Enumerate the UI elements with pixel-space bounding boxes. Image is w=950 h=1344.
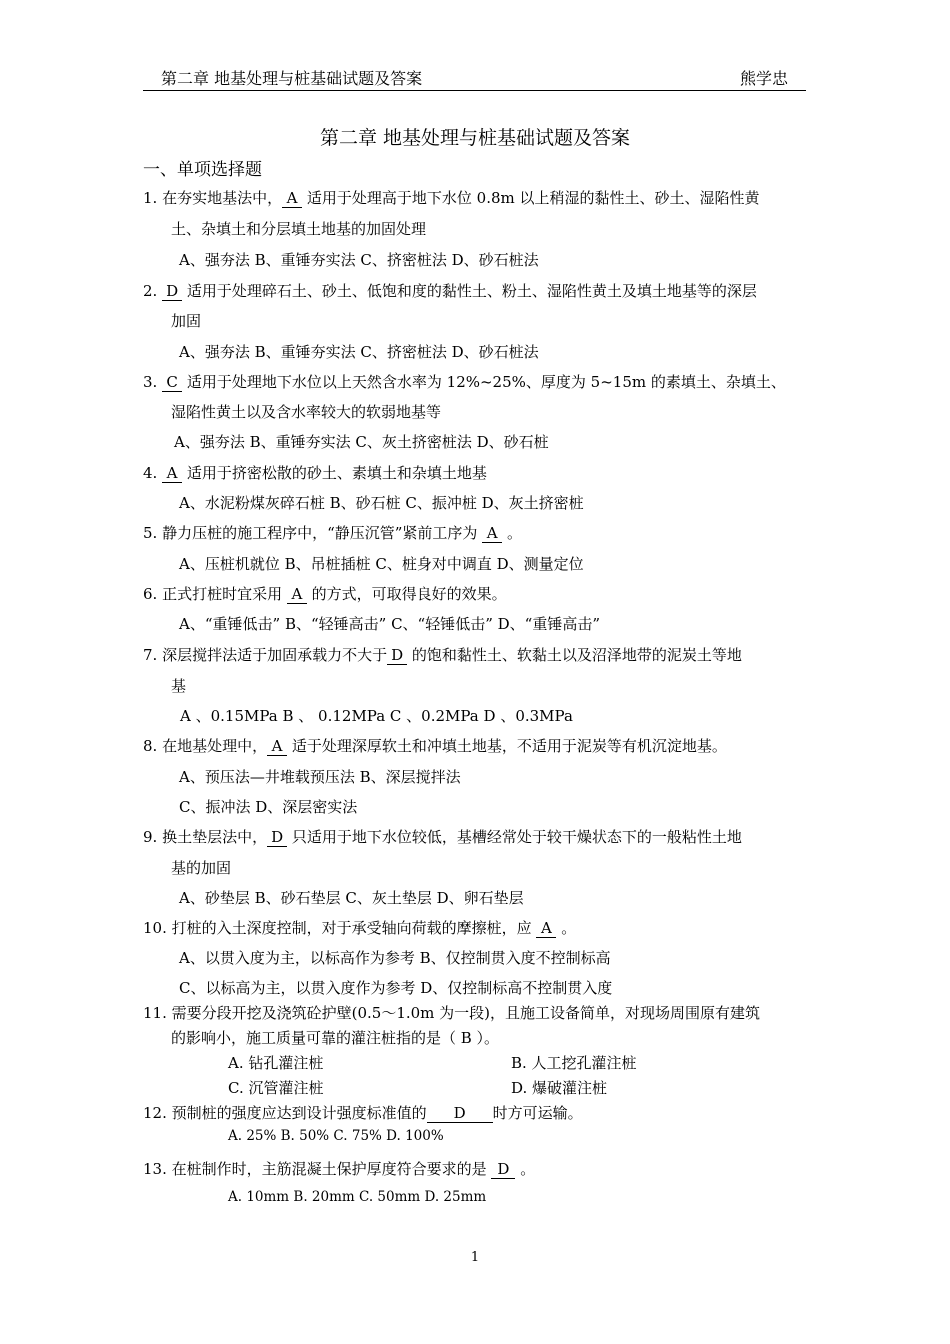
question-text: 适用于处理地下水位以上天然含水率为 12%~25%、厚度为 5~15m 的素填土、杂填土、 xyxy=(186,373,786,391)
question-text: 适用于处理碎石土、砂土、低饱和度的黏性土、粉土、湿陷性黄土及填土地基等的深层 xyxy=(186,282,757,300)
question-10-options-row2: C、以标高为主，以贯入度作为参考 D、仅控制标高不控制贯入度 xyxy=(179,979,613,997)
question-text: 13. 在桩制作时，主筋混凝土保护厚度符合要求的是 xyxy=(143,1160,487,1178)
question-7-continued: 基 xyxy=(171,677,187,695)
answer-blank: A xyxy=(282,191,302,208)
question-text: 适于处理深厚软土和冲填土地基，不适用于泥炭等有机沉淀地基。 xyxy=(291,737,727,755)
answer-blank: A xyxy=(287,587,307,604)
question-text: 的饱和黏性土、软黏土以及沼泽地带的泥炭土等地 xyxy=(411,646,742,664)
question-3-continued: 湿陷性黄土以及含水率较大的软弱地基等 xyxy=(171,403,442,421)
answer-blank: D xyxy=(427,1106,493,1123)
question-text: 。 xyxy=(520,1160,536,1178)
page-header xyxy=(143,66,806,91)
question-text: 9. 换土垫层法中， xyxy=(143,828,268,846)
question-text: 。 xyxy=(561,919,577,937)
question-text: 12. 预制桩的强度应达到设计强度标准值的 xyxy=(143,1104,427,1122)
question-2-options: A、强夯法 B、重锤夯实法 C、挤密桩法 D、砂石桩法 xyxy=(179,343,539,361)
question-11-option-b: B. 人工挖孔灌注桩 xyxy=(511,1054,637,1072)
question-1 xyxy=(143,187,760,208)
question-7-options: A 、0.15MPa B 、 0.12MPa C 、0.2MPa D 、0.3MPa xyxy=(180,707,573,725)
question-2 xyxy=(143,280,757,301)
question-9-options: A、砂垫层 B、砂石垫层 C、灰土垫层 D、卵石垫层 xyxy=(179,889,524,907)
question-5 xyxy=(143,522,522,543)
answer-blank: D xyxy=(267,830,287,847)
question-12-options: A. 25% B. 50% C. 75% D. 100% xyxy=(228,1128,444,1144)
question-11-option-d: D. 爆破灌注桩 xyxy=(511,1079,608,1097)
question-text: 6. 正式打桩时宜采用 xyxy=(143,585,283,603)
question-1-options: A、强夯法 B、重锤夯实法 C、挤密桩法 D、砂石桩法 xyxy=(179,251,539,269)
question-13-options: A. 10mm B. 20mm C. 50mm D. 25mm xyxy=(228,1189,487,1205)
question-8 xyxy=(143,735,727,756)
question-13 xyxy=(143,1158,535,1179)
question-text: 3. xyxy=(143,373,158,391)
question-10-options-row1: A、以贯入度为主，以标高作为参考 B、仅控制贯入度不控制标高 xyxy=(179,949,611,967)
question-11-continued: 的影响小，施工质量可靠的灌注桩指的是（ B ）。 xyxy=(171,1029,500,1047)
question-3 xyxy=(143,371,786,392)
header-chapter-title: 第二章 地基处理与桩基础试题及答案 xyxy=(161,69,423,88)
answer-blank: C xyxy=(162,375,182,392)
document-title: 第二章 地基处理与桩基础试题及答案 xyxy=(319,127,631,149)
question-text: 1. 在夯实地基法中， xyxy=(143,189,283,207)
question-8-options-row1: A、预压法—井堆载预压法 B、深层搅拌法 xyxy=(179,768,461,786)
question-text: 7. 深层搅拌法适于加固承载力不大于 xyxy=(143,646,388,664)
answer-blank: D xyxy=(491,1162,515,1179)
answer-blank: A xyxy=(162,466,182,483)
question-8-options-row2: C、振冲法 D、深层密实法 xyxy=(179,798,358,816)
question-text: 。 xyxy=(506,524,522,542)
question-text: 适用于挤密松散的砂土、素填土和杂填土地基 xyxy=(186,464,487,482)
answer-blank: A xyxy=(482,526,502,543)
question-2-continued: 加固 xyxy=(171,312,202,330)
question-6 xyxy=(143,583,507,604)
answer-blank: D xyxy=(387,648,407,665)
question-11-option-c: C. 沉管灌注桩 xyxy=(228,1079,324,1097)
question-9 xyxy=(143,826,742,847)
question-text: 时方可运输。 xyxy=(492,1104,583,1122)
question-3-options: A、强夯法 B、重锤夯实法 C、灰土挤密桩法 D、砂石桩 xyxy=(174,433,549,451)
answer-blank: A xyxy=(267,739,287,756)
question-text: 8. 在地基处理中， xyxy=(143,737,268,755)
section-heading: 一、单项选择题 xyxy=(143,160,262,180)
question-text: 的方式，可取得良好的效果。 xyxy=(311,585,507,603)
question-11-option-a: A. 钻孔灌注桩 xyxy=(228,1054,324,1072)
question-text: 只适用于地下水位较低，基槽经常处于较干燥状态下的一般粘性土地 xyxy=(291,828,742,846)
question-9-continued: 基的加固 xyxy=(171,859,232,877)
question-text: 10. 打桩的入土深度控制，对于承受轴向荷载的摩擦桩，应 xyxy=(143,919,532,937)
question-text: 适用于处理高于地下水位 0.8m 以上稍湿的黏性土、砂土、湿陷性黄 xyxy=(306,189,760,207)
page-number: 1 xyxy=(470,1250,480,1265)
question-4-options: A、水泥粉煤灰碎石桩 B、砂石桩 C、振冲桩 D、灰土挤密桩 xyxy=(179,494,584,512)
question-10 xyxy=(143,917,576,938)
question-1-continued: 土、杂填土和分层填土地基的加固处理 xyxy=(171,220,427,238)
question-5-options: A、压桩机就位 B、吊桩插桩 C、桩身对中调直 D、测量定位 xyxy=(179,555,584,573)
question-text: 4. xyxy=(143,464,158,482)
question-12 xyxy=(143,1102,583,1123)
question-4 xyxy=(143,462,487,483)
question-6-options: A、“重锤低击” B、“轻锤高击” C、“轻锤低击” D、“重锤高击” xyxy=(179,615,601,633)
answer-blank: A xyxy=(536,921,556,938)
question-text: 2. xyxy=(143,282,158,300)
question-11: 11. 需要分段开挖及浇筑砼护壁(0.5～1.0m 为一段)，且施工设备简单，对现场周围原有建筑 xyxy=(143,1004,761,1022)
question-7 xyxy=(143,644,742,665)
question-text: 5. 静力压桩的施工程序中，“静压沉管”紧前工序为 xyxy=(143,524,478,542)
answer-blank: D xyxy=(162,284,182,301)
header-author: 熊学忠 xyxy=(739,69,788,88)
